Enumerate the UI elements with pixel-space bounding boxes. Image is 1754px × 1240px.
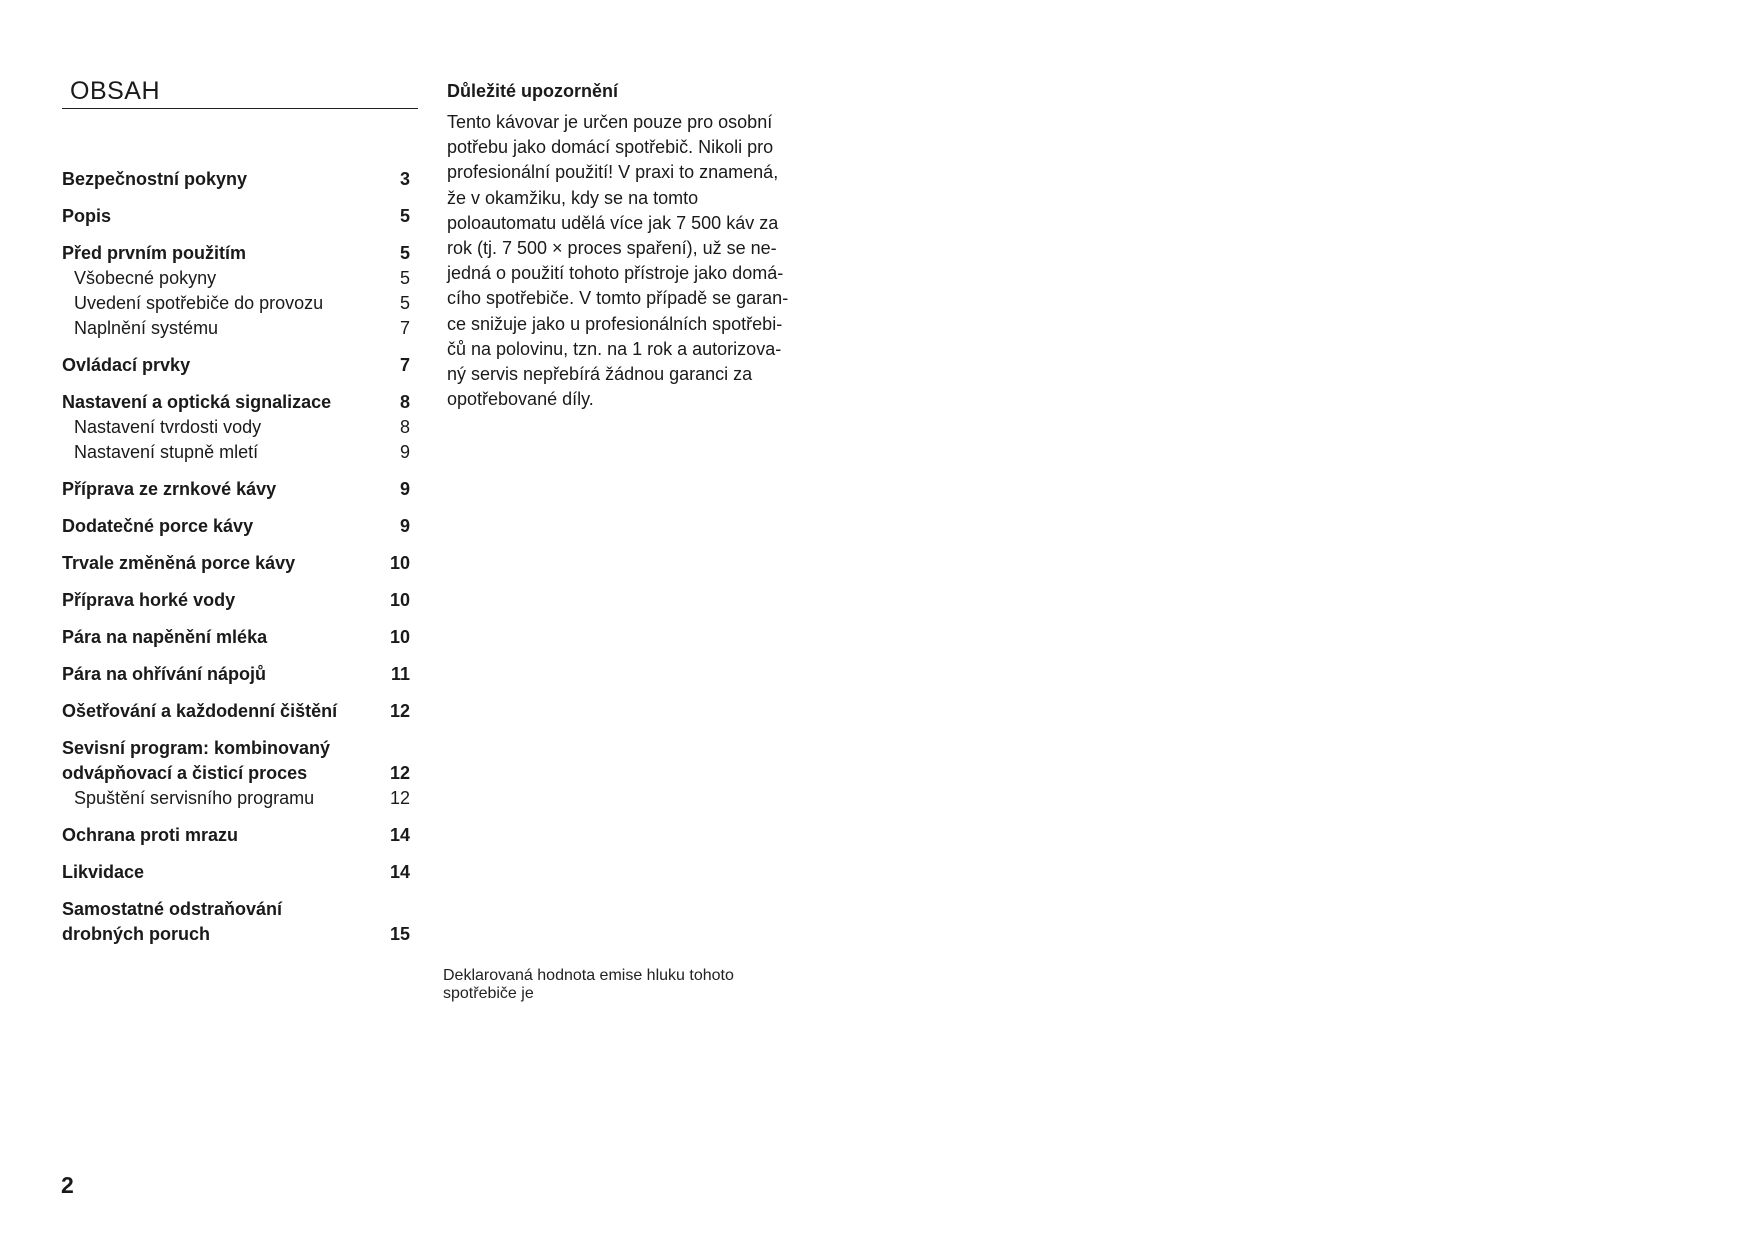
page-number: 2 [61,1172,74,1198]
toc-entry [62,514,418,539]
toc-entry-label: Příprava horké vody [62,590,236,610]
toc-entry [62,241,418,341]
toc-entry-label: Nastavení a optická signalizace [62,392,332,412]
toc-entry-page: 5 [399,206,410,226]
toc-entry-row [62,922,418,947]
toc-entry-page: 8 [399,392,410,412]
toc-subentry-label: Nastavení tvrdosti vody [74,417,262,437]
toc-subentry-label: Nastavení stupně mletí [74,442,259,462]
toc-title: OBSAH [62,76,418,109]
toc-subentry [62,440,418,465]
toc-subentry-page: 7 [399,318,410,338]
toc-entry [62,860,418,885]
notice-line: ce snižuje jako u profesionálních spotřebi- [447,313,783,334]
toc-entry-page: 5 [399,243,410,263]
toc-entry [62,897,418,947]
toc-entry-page: 11 [390,664,410,684]
toc-entry-label: Likvidace [62,862,145,882]
notice-line: ný servis nepřebírá žádnou garanci za [447,364,753,385]
toc-entry-row [62,353,418,378]
toc-entry-label: Samostatné odstraňování [62,899,283,919]
toc-entry-label: drobných poruch [62,924,210,944]
toc-entry-page: 12 [389,701,410,721]
notice-body [447,110,812,412]
toc-entry-row [62,390,418,415]
notice-line: Tento kávovar je určen pouze pro osobní [447,112,773,132]
toc-entry-row [62,167,418,192]
toc-entry-row [62,736,418,761]
notice-line: cího spotřebiče. V tomto případě se garan- [447,288,789,309]
toc-subentry-page: 5 [399,293,410,313]
important-notice [447,78,812,412]
toc-subentry-page: 5 [399,268,410,288]
toc-entry-label: Ošetřování a každodenní čištění [62,701,338,721]
toc-subentry [62,266,418,291]
toc-entry-label: Příprava ze zrnkové kávy [62,479,277,499]
toc-subentry [62,786,418,811]
toc-entry-row [62,897,418,922]
toc-entry-page: 7 [399,355,410,375]
toc-entry-page: 14 [389,825,410,845]
toc-entry-row [62,551,418,576]
notice-line: jedná o použití tohoto přístroje jako domá- [447,263,784,284]
toc-entry-page: 10 [389,590,410,610]
toc-entry-row [62,625,418,650]
toc-entry-page: 9 [399,516,410,536]
toc-subentry-label: Naplnění systému [74,318,219,338]
table-of-contents [62,76,418,959]
toc-entry [62,551,418,576]
toc-entry-row [62,662,418,687]
toc-entry [62,823,418,848]
toc-subentry [62,316,418,341]
toc-entry-label: Sevisní program: kombinovaný [62,738,331,758]
toc-subentry-page: 9 [399,442,410,462]
toc-entry-page: 10 [389,553,410,573]
toc-entry-page: 14 [389,862,410,882]
toc-subentry-label: Uvedení spotřebiče do provozu [74,293,324,313]
toc-entry-label: Ochrana proti mrazu [62,825,239,845]
notice-line: profesionální použití! V praxi to znamená, [447,162,779,183]
toc-entry-page: 10 [389,627,410,647]
toc-entry-page: 3 [399,169,410,189]
toc-entry-page: 12 [389,763,410,783]
notice-line: rok (tj. 7 500 × proces spaření), už se ne- [447,238,777,259]
toc-subentry-page: 12 [389,788,410,808]
notice-line: poloautomatu udělá více jak 7 500 káv za [447,212,779,233]
toc-entry-label: odvápňovací a čisticí proces [62,763,308,783]
toc-entry-page: 15 [389,924,410,944]
toc-entry-label: Dodatečné porce kávy [62,516,254,536]
noise-note-line: Deklarovaná hodnota emise hluku tohoto [443,967,734,984]
toc-entry-label: Trvale změněná porce kávy [62,553,296,573]
noise-note-line: spotřebiče je [443,985,534,1002]
toc-subentry-page: 8 [399,417,410,437]
toc-entry-row [62,823,418,848]
toc-entry-row [62,477,418,502]
toc-entry [62,353,418,378]
toc-entry [62,204,418,229]
toc-entry-label: Ovládací prvky [62,355,191,375]
notice-line: čů na polovinu, tzn. na 1 rok a autorizova- [447,338,782,359]
toc-subentry [62,291,418,316]
toc-entry-label: Bezpečnostní pokyny [62,169,248,189]
toc-list [62,167,418,947]
notice-line: že v okamžiku, kdy se na tomto [447,187,699,208]
noise-emission-note [443,967,803,1003]
toc-entry [62,699,418,724]
toc-entry-page: 9 [399,479,410,499]
toc-entry-row [62,588,418,613]
toc-entry-row [62,514,418,539]
toc-entry-label: Před prvním použitím [62,243,247,263]
notice-title: Důležité upozornění [447,81,618,101]
toc-entry [62,736,418,811]
toc-entry-label: Pára na napěnění mléka [62,627,268,647]
toc-subentry-label: Spuštění servisního programu [74,788,315,808]
toc-entry [62,662,418,687]
toc-entry-row [62,761,418,786]
toc-entry-row [62,241,418,266]
toc-entry [62,477,418,502]
toc-entry-label: Pára na ohřívání nápojů [62,664,267,684]
toc-subentry [62,415,418,440]
toc-entry-row [62,204,418,229]
toc-entry-row [62,699,418,724]
toc-entry [62,625,418,650]
notice-line: potřebu jako domácí spotřebič. Nikoli pro [447,137,774,158]
toc-entry [62,390,418,465]
notice-line: opotřebované díly. [447,389,594,410]
toc-entry [62,588,418,613]
toc-entry [62,167,418,192]
toc-entry-label: Popis [62,206,112,226]
toc-subentry-label: Všobecné pokyny [74,268,217,288]
toc-entry-row [62,860,418,885]
